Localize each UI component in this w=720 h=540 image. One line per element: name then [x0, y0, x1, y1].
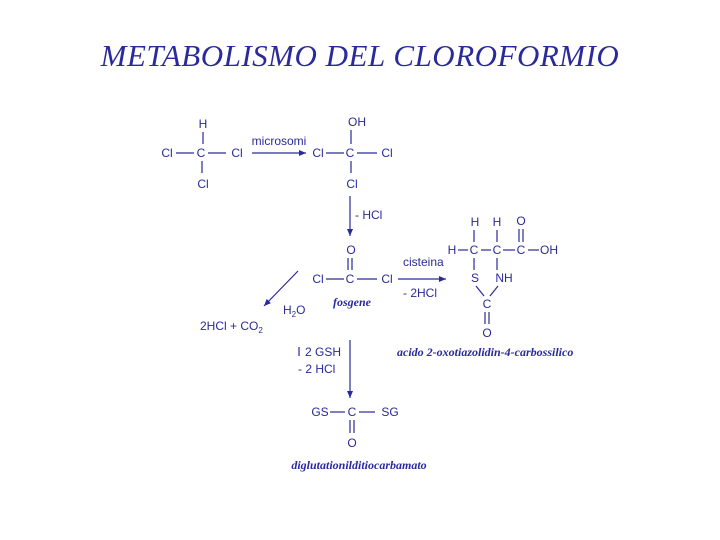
water-reagent: $H_2O$ — [283, 303, 306, 319]
phosgene-o: O — [346, 243, 356, 257]
intermediate-cl-right: Cl — [381, 146, 393, 160]
thiazolidine-o-top: O — [516, 214, 526, 228]
thiazolidine-nh: NH — [495, 271, 513, 285]
page-title: METABOLISMO DEL CLOROFORMIO — [100, 38, 620, 73]
intermediate-cl-left: Cl — [312, 146, 324, 160]
chloroform-cl-right: Cl — [231, 146, 243, 160]
thiazolidine-c4: C — [482, 297, 492, 311]
thiazolidine-h1: H — [470, 215, 480, 229]
thiazolidine-c3: C — [516, 243, 526, 257]
hcl-elimination-label: - HCl — [355, 208, 383, 222]
trichloromethanol-structure — [312, 115, 392, 191]
gsh-hcl-label: - 2 HCl — [298, 362, 336, 376]
thiazolidine-c2: C — [492, 243, 502, 257]
intermediate-oh: OH — [348, 115, 366, 129]
chloroform-cl-bottom: Cl — [197, 177, 209, 191]
thiazolidine-o-bottom: O — [482, 326, 492, 340]
thiazolidine-name: acido 2-oxotiazolidin-4-carbossilico — [397, 345, 574, 359]
dithiocarbamate-gs: GS — [311, 405, 329, 419]
gsh-label: 2 GSH — [305, 345, 342, 359]
phosgene-structure — [312, 243, 392, 286]
thiazolidine-h-left: H — [447, 243, 457, 257]
hydrolysis-product: $2HCl + CO_2$ — [200, 319, 263, 335]
cysteine-label: cisteina — [403, 255, 444, 269]
dithiocarbamate-name: diglutationilditiocarbamato — [291, 458, 427, 472]
hydrolysis-arrow — [264, 271, 298, 306]
dithiocarbamate-c: C — [347, 405, 357, 419]
phosgene-cl-right: Cl — [381, 272, 393, 286]
chloroform-cl-left: Cl — [161, 146, 173, 160]
dithiocarbamate-sg: SG — [381, 405, 399, 419]
chloroform-c: C — [196, 146, 206, 160]
chloroform-structure — [161, 117, 242, 191]
phosgene-c: C — [345, 272, 355, 286]
thiazolidine-c1: C — [469, 243, 479, 257]
cysteine-hcl-label: - 2HCl — [403, 286, 438, 300]
microsomi-label: microsomi — [251, 134, 307, 148]
thiazolidine-s: S — [470, 271, 480, 285]
dithiocarbamate-o: O — [347, 436, 357, 450]
chloroform-h: H — [198, 117, 208, 131]
dithiocarbamate-structure — [311, 405, 398, 450]
phosgene-name: fosgene — [333, 295, 371, 309]
thiazolidine-h2: H — [492, 215, 502, 229]
thiazolidine-structure — [448, 214, 558, 340]
intermediate-c: C — [345, 146, 355, 160]
phosgene-cl-left: Cl — [312, 272, 324, 286]
intermediate-cl-bottom: Cl — [346, 177, 358, 191]
thiazolidine-oh: OH — [540, 243, 558, 257]
